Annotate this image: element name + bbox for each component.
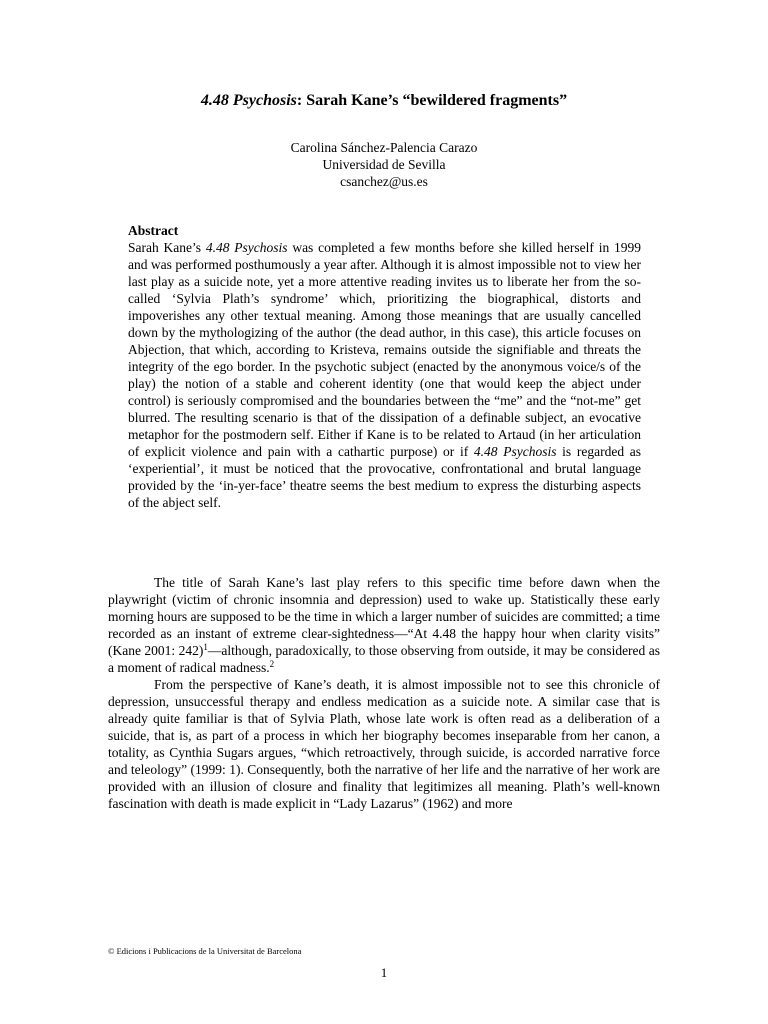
page-number: 1: [380, 965, 388, 980]
abstract-section: [128, 222, 641, 511]
footnote-ref-1[interactable]: 1: [203, 642, 208, 652]
abstract-play-title-2: 4.48 Psychosis: [473, 444, 557, 459]
paragraph-1-text-a: The title of Sarah Kane’s last play refers to this specific time before dawn when the playwright (victim of chronic insomnia and depression) used to wake up. Statistically these early morning hours are supposed to be the time in which a larger number of suicides are committed; a time recorded as an instant of extreme clear-sightedness—“At 4.48 the happy hour when clarity visits” (Kane 2001: 242): [108, 575, 660, 658]
abstract-text-2: was completed a few months before she killed herself in 1999 and was performed posthumously a year after. Although it is almost impossible not to view her last play as a suicide note, yet a more attentive reading invites us to liberate her from the so-called ‘Sylvia Plath’s syndrome’ which, prioritizing the biographical, distorts and impoverishes any other textual meaning. Among those meanings that are usually cancelled down by the mythologizing of the author (the dead author, in this case), this article focuses on Abjection, that which, according to Kristeva, remains outside the signifiable and threats the integrity of the ego border. In the psychotic subject (enacted by the anonymous voice/s of the play) the notion of a stable and coherent identity (one that would keep the abject under control) is seriously compromised and the boundaries between the “me” and the “not-me” get blurred. The resulting scenario is that of the dissipation of a definable subject, an evocative metaphor for the postmodern self. Either if Kane is to be related to Artaud (in her articulation of explicit violence and pain with a cathartic purpose) or if: [128, 240, 641, 459]
abstract-heading: Abstract: [128, 223, 179, 238]
title-play-name: 4.48 Psychosis: [200, 92, 297, 109]
author-block: [0, 139, 768, 190]
author-email: csanchez@us.es: [340, 174, 428, 189]
body-paragraph-1: [108, 574, 660, 676]
body-text: [108, 574, 660, 812]
paragraph-1-text-b: —although, paradoxically, to those observing from outside, it may be considered as a moment of radical madness.: [108, 643, 660, 675]
abstract-text-1: Sarah Kane’s: [128, 240, 206, 255]
title-subtitle: : Sarah Kane’s “bewildered fragments”: [296, 92, 568, 109]
article-title: [0, 91, 768, 110]
abstract-play-title-1: 4.48 Psychosis: [205, 240, 288, 255]
author-affiliation: Universidad de Sevilla: [322, 157, 446, 172]
footnote-ref-2[interactable]: 2: [269, 659, 275, 669]
author-name: Carolina Sánchez-Palencia Carazo: [290, 140, 478, 155]
body-paragraph-2: From the perspective of Kane’s death, it is almost impossible not to see this chronicle of depression, unsuccessful therapy and endless medication as a suicide note. A similar case that is already quite familiar is that of Sylvia Plath, whose late work is often read as a deliberation of a suicide, that is, as part of a process in which her biography becomes inseparable from her canon, a totality, as Cynthia Sugars argues, “which retroactively, through suicide, is accorded narrative force and teleology” (1999: 1). Consequently, both the narrative of her life and the narrative of her work are provided with an illusion of closure and finality that legitimizes all meaning. Plath’s well-known fascination with death is made explicit in “Lady Lazarus” (1962) and more: [108, 677, 660, 811]
abstract-text-3: is regarded as ‘experiential’, it must be noticed that the provocative, confrontational and brutal language provided by the ‘in-yer-face’ theatre seems the best medium to express the disturbing aspects of the abject self.: [128, 444, 642, 510]
publisher-note: © Edicions i Publicacions de la Universitat de Barcelona: [108, 946, 302, 956]
abstract-body: [128, 239, 641, 511]
